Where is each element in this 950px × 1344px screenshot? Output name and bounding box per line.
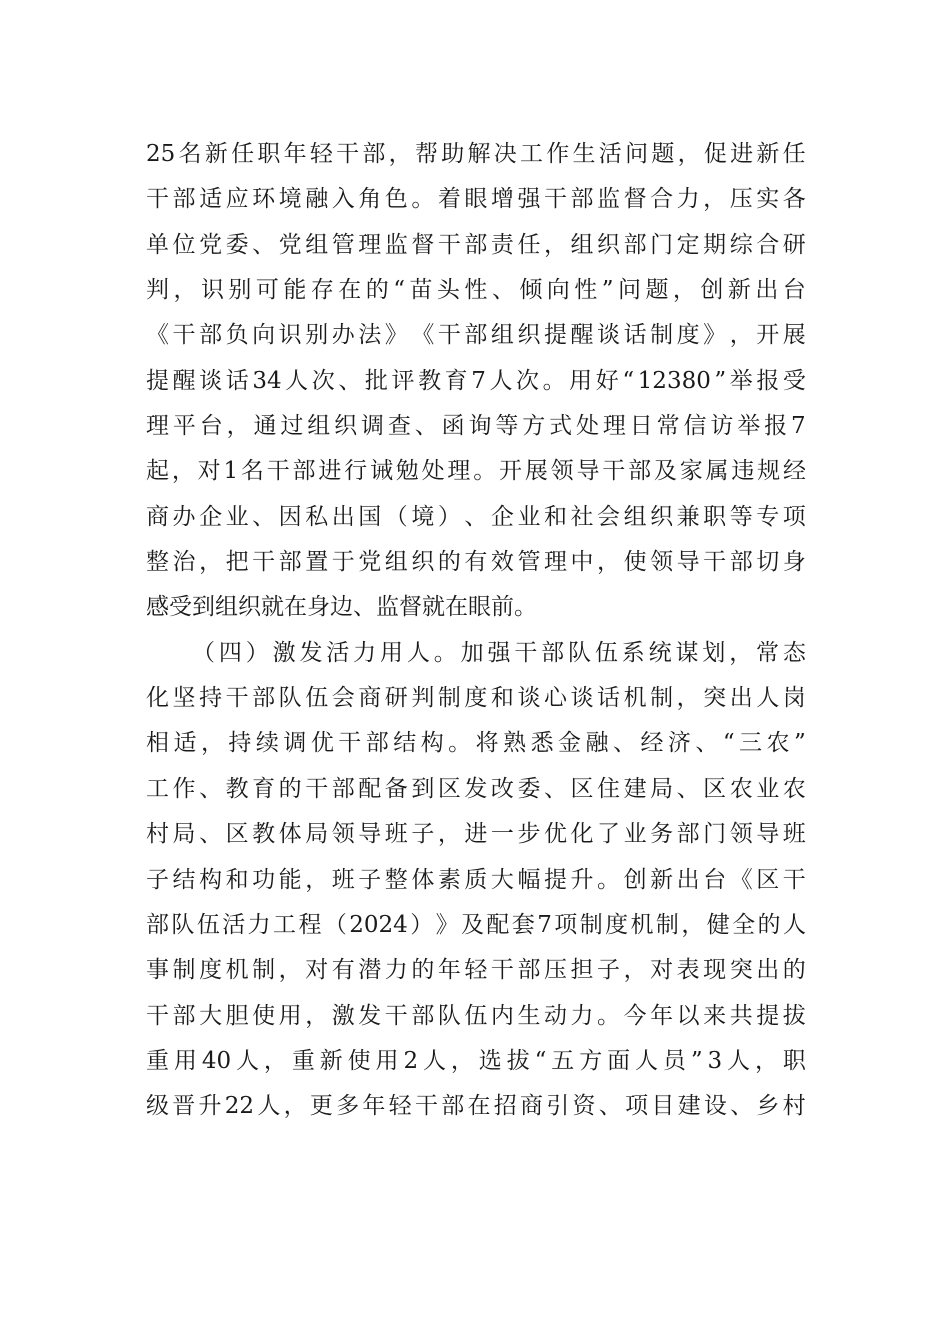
text-line: 提 醒 谈 话 34 人 次 、 批 评 教 育 7 人 次 。 用 好 “ 12380 ” 举 报 受 [146, 367, 806, 394]
text-line: 起 ， 对 1 名 干 部 进 行 诫 勉 处 理 。 开 展 领 导 干 部 及 家 属 违 规 经 [146, 458, 806, 485]
text-line: 相 适 ， 持 续 调 优 干 部 结 构 。 将 熟 悉 金 融 、 经 济 、 “ 三 农 ” [146, 730, 806, 757]
text-line: 子 结 构 和 功 能 ， 班 子 整 体 素 质 大 幅 提 升 。 创 新 出 台 《 区 干 [146, 866, 806, 893]
text-line: 整 治 ， 把 干 部 置 于 党 组 织 的 有 效 管 理 中 ， 使 领 导 干 部 切 身 [146, 549, 806, 576]
paragraph-end-line: 感受到组织就在身边、监督就在眼前。 [146, 594, 537, 621]
text-line: 判 ， 识 别 可 能 存 在 的 “ 苗 头 性 、 倾 向 性 ” 问 题 ， 创 新 出 台 [146, 277, 806, 304]
text-line: 重 用 40 人 ， 重 新 使 用 2 人 ， 选 拔 “ 五 方 面 人 员 ” 3 人 ， 职 [146, 1047, 806, 1074]
text-line: 级 晋 升 22 人 ， 更 多 年 轻 干 部 在 招 商 引 资 、 项 目 建 设 、 乡 村 [146, 1093, 806, 1120]
text-line: 村 局 、 区 教 体 局 领 导 班 子 ， 进 一 步 优 化 了 业 务 部 门 领 导 班 [146, 821, 806, 848]
text-line: 部 队 伍 活 力 工 程 （ 2024 ） 》 及 配 套 7 项 制 度 机 制 ， 健 全 的 人 [146, 911, 806, 938]
text-line: 商 办 企 业 、 因 私 出 国 （ 境 ） 、 企 业 和 社 会 组 织 兼 职 等 专 项 [146, 503, 806, 530]
text-line: 《 干 部 负 向 识 别 办 法 》 《 干 部 组 织 提 醒 谈 话 制 度 》 ， 开 展 [146, 322, 806, 349]
text-line: 事 制 度 机 制 ， 对 有 潜 力 的 年 轻 干 部 压 担 子 ， 对 表 现 突 出 的 [146, 957, 806, 984]
text-line: 干 部 适 应 环 境 融 入 角 色 。 着 眼 增 强 干 部 监 督 合 力 ， 压 实 各 [146, 186, 806, 213]
section-heading-line: （ 四 ） 激 发 活 力 用 人 。 加 强 干 部 队 伍 系 统 谋 划 ， 常 态 [192, 639, 806, 666]
body-text [146, 132, 806, 1130]
text-line: 25 名 新 任 职 年 轻 干 部 ， 帮 助 解 决 工 作 生 活 问 题 ， 促 进 新 任 [146, 141, 806, 167]
text-line: 单 位 党 委 、 党 组 管 理 监 督 干 部 责 任 ， 组 织 部 门 定 期 综 合 研 [146, 231, 806, 258]
text-line: 化 坚 持 干 部 队 伍 会 商 研 判 制 度 和 谈 心 谈 话 机 制 ， 突 出 人 岗 [146, 685, 806, 712]
text-line: 工 作 、 教 育 的 干 部 配 备 到 区 发 改 委 、 区 住 建 局 、 区 农 业 农 [146, 775, 806, 802]
text-line: 理 平 台 ， 通 过 组 织 调 查 、 函 询 等 方 式 处 理 日 常 信 访 举 报 7 [146, 413, 806, 440]
text-line: 干 部 大 胆 使 用 ， 激 发 干 部 队 伍 内 生 动 力 。 今 年 以 来 共 提 拔 [146, 1002, 806, 1029]
